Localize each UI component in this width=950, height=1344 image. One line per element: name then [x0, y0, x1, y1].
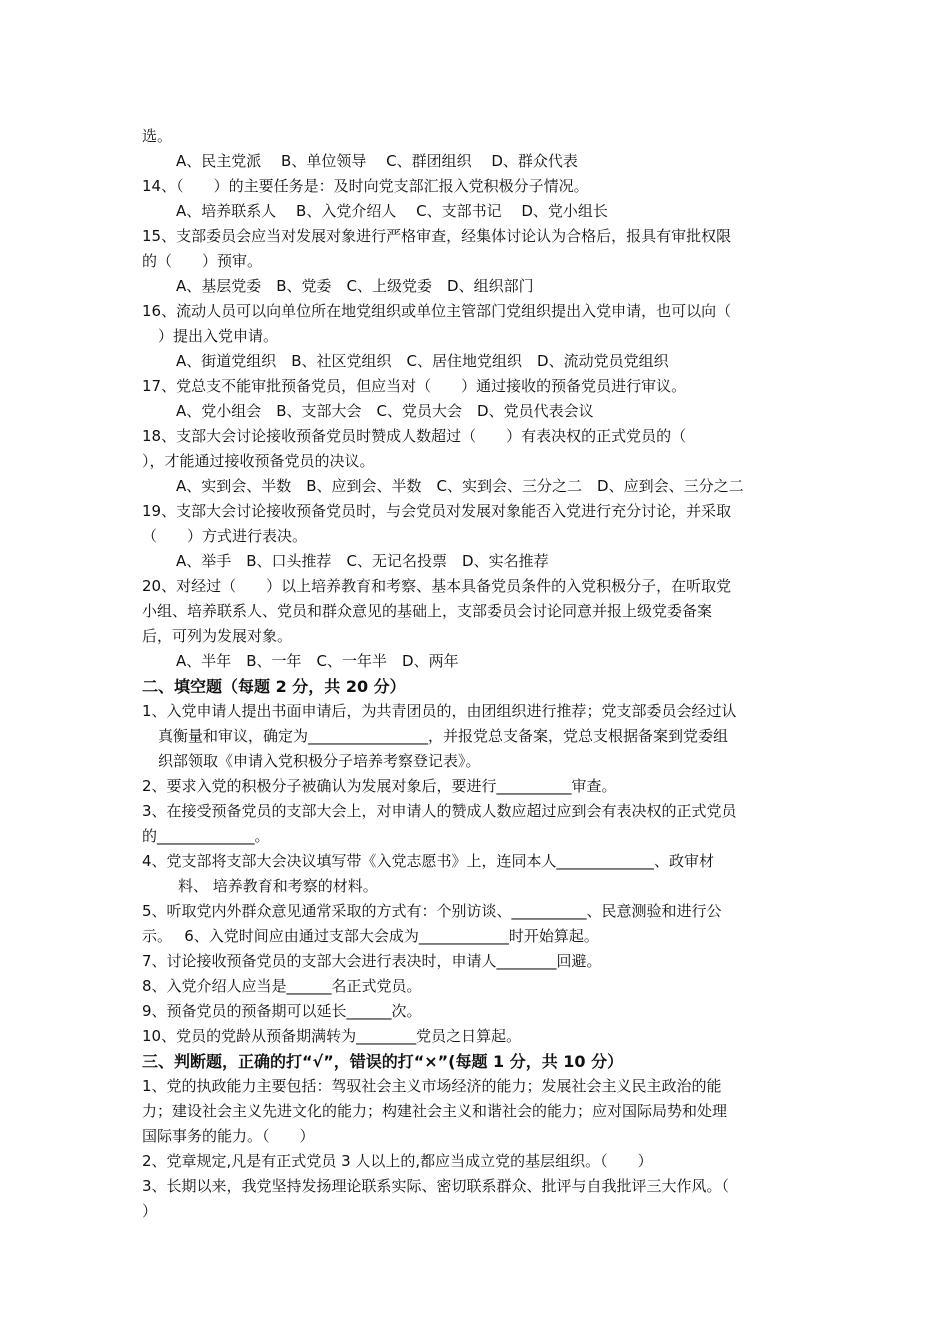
text-line: 14、（ ）的主要任务是：及时向党支部汇报入党积极分子情况。: [142, 177, 589, 195]
text-line: （ ）方式进行表决。: [142, 527, 308, 545]
text-line: 4、党支部将支部大会决议填写带《入党志愿书》上，连同本人_____________、政审材: [142, 852, 715, 870]
text-line: 后，可列为发展对象。: [142, 627, 293, 645]
text-line: A、实到会、半数 B、应到会、半数 C、实到会、三分之二 D、应到会、三分之二: [176, 477, 744, 495]
document-body: [142, 124, 810, 1224]
text-line: 的_____________。: [142, 827, 270, 845]
text-line: A、街道党组织 B、社区党组织 C、居住地党组织 D、流动党员党组织: [176, 352, 669, 370]
text-line: 选。: [142, 127, 173, 145]
text-line: A、培养联系人 B、入党介绍人 C、支部书记 D、党小组长: [176, 202, 608, 220]
text-line: 3、在接受预备党员的支部大会上，对申请人的赞成人数应超过应到会有表决权的正式党员: [142, 802, 737, 820]
text-line: A、民主党派 B、单位领导 C、群团组织 D、群众代表: [176, 152, 578, 170]
text-line: A、党小组会 B、支部大会 C、党员大会 D、党员代表会议: [176, 402, 594, 420]
text-line: 料、 培养教育和考察的材料。: [178, 877, 378, 895]
text-line: A、举手 B、口头推荐 C、无记名投票 D、实名推荐: [176, 552, 549, 570]
section-heading: 三、判断题，正确的打“√”，错误的打“×”(每题 1 分，共 10 分）: [142, 1052, 624, 1071]
text-line: 示。 6、入党时间应由通过支部大会成为____________时开始算起。: [142, 927, 599, 945]
text-line: 7、讨论接收预备党员的支部大会进行表决时，申请人________回避。: [142, 952, 602, 970]
text-line: 织部领取《申请入党积极分子培养考察登记表》。: [158, 752, 481, 770]
text-line: ）: [142, 1202, 158, 1220]
text-line: 17、党总支不能审批预备党员，但应当对（ ）通过接收的预备党员进行审议。: [142, 377, 687, 395]
text-line: ），才能通过接收预备党员的决议。: [142, 452, 375, 470]
text-line: 1、党的执政能力主要包括：驾驭社会主义市场经济的能力；发展社会主义民主政治的能: [142, 1077, 722, 1095]
text-line: 国际事务的能力。（ ）: [142, 1127, 315, 1145]
text-line: 9、预备党员的预备期可以延长______次。: [142, 1002, 422, 1020]
text-line: 1、入党申请人提出书面申请后，为共青团员的，由团组织进行推荐；党支部委员会经过认: [142, 702, 737, 720]
text-line: 力；建设社会主义先进文化的能力；构建社会主义和谐社会的能力；应对国际局势和处理: [142, 1102, 728, 1120]
text-line: A、半年 B、一年 C、一年半 D、两年: [176, 652, 459, 670]
text-line: A、基层党委 B、党委 C、上级党委 D、组织部门: [176, 277, 534, 295]
text-line: 19、支部大会讨论接收预备党员时，与会党员对发展对象能否入党进行充分讨论，并采取: [142, 502, 732, 520]
text-line: 真衡量和审议，确定为________________，并报党总支备案，党总支根据备案到党委组: [158, 727, 729, 745]
text-line: 16、流动人员可以向单位所在地党组织或单位主管部门党组织提出入党申请，也可以向（: [142, 302, 732, 320]
text-line: 20、对经过（ ）以上培养教育和考察、基本具备党员条件的入党积极分子，在听取党: [142, 577, 732, 595]
text-line: 小组、培养联系人、党员和群众意见的基础上，支部委员会讨论同意并报上级党委备案: [142, 602, 713, 620]
text-line: 3、长期以来，我党坚持发扬理论联系实际、密切联系群众、批评与自我批评三大作风。（: [142, 1177, 730, 1195]
text-line: ）提出入党申请。: [158, 327, 279, 345]
text-line: 2、党章规定,凡是有正式党员 3 人以上的,都应当成立党的基层组织。（ ）: [142, 1152, 653, 1170]
text-line: 2、要求入党的积极分子被确认为发展对象后，要进行__________审查。: [142, 777, 617, 795]
section-heading: 二、填空题（每题 2 分，共 20 分）: [142, 677, 406, 696]
text-line: 8、入党介绍人应当是______名正式党员。: [142, 977, 422, 995]
text-line: 5、听取党内外群众意见通常采取的方式有：个别访谈、__________、民意测验和进行公: [142, 902, 722, 920]
text-line: 10、党员的党龄从预备期满转为________党员之日算起。: [142, 1027, 522, 1045]
text-line: 15、支部委员会应当对发展对象进行严格审查，经集体讨论认为合格后，报具有审批权限: [142, 227, 732, 245]
text-line: 的（ ）预审。: [142, 252, 263, 270]
text-line: 18、支部大会讨论接收预备党员时赞成人数超过（ ）有表决权的正式党员的（: [142, 427, 687, 445]
